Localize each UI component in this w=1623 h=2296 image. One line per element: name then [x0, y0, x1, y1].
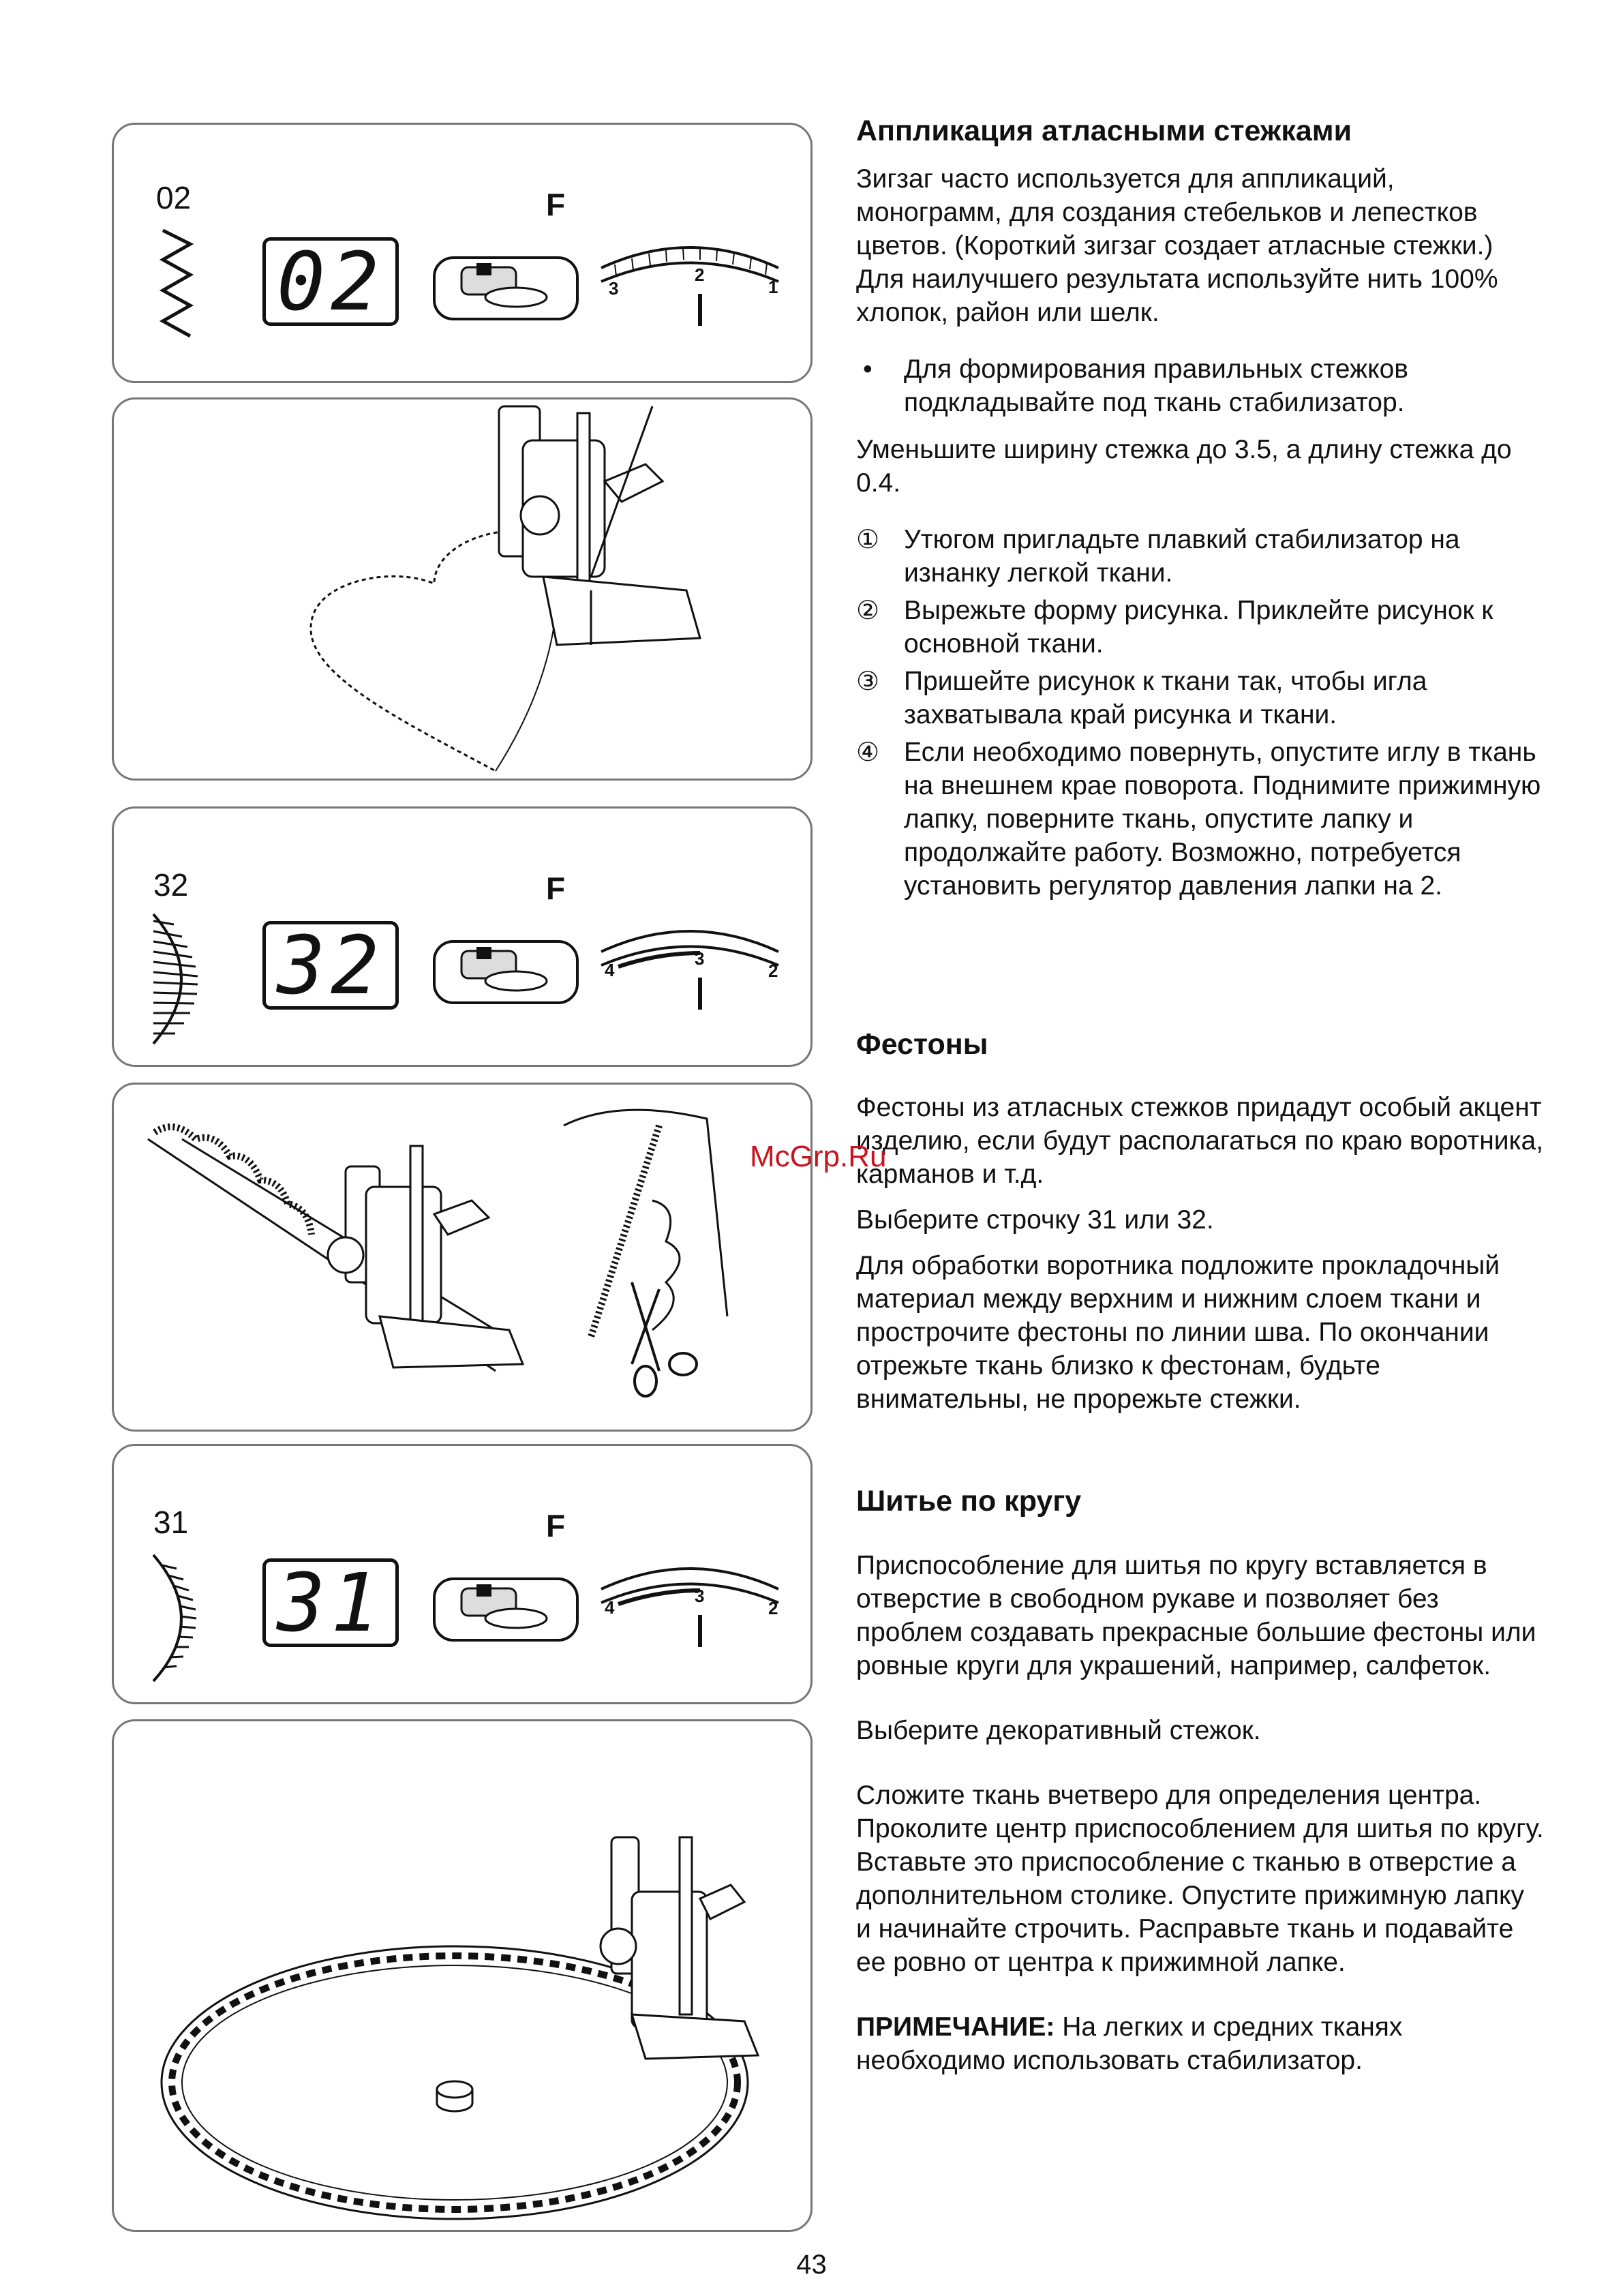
scissors-icon [632, 1282, 697, 1396]
step-number: ③ [856, 666, 880, 696]
paragraph: Выберите декоративный стежок. [856, 1716, 1261, 1745]
step-text: Если необходимо повернуть, опустите иглу в ткань на внешнем крае поворота. Поднимите прижимную лапку, поверните ткань, опустите лапку и продолжайте работу. Возможно, потребуется установить регулятор давления лапки на 2. [904, 738, 1541, 901]
stitch-width-dial [114, 809, 813, 1067]
dial-scale-label: 3 [695, 948, 705, 969]
step-item [856, 736, 1545, 903]
paragraph: Приспособление для шитья по кругу вставляется в отверстие в свободном рукаве и позволяет без проблем создавать прекрасные большие фестоны или ровные круги для украшений, например, салфеток. [856, 1551, 1536, 1680]
stitch-02-settings-panel [112, 123, 813, 383]
dial-scale-label: 2 [768, 1598, 778, 1618]
pattern-display: 32 [262, 921, 399, 1010]
presser-foot-letter: F [546, 187, 566, 222]
step-number: ④ [856, 737, 880, 767]
paragraph: Зигзаг часто используется для аппликаций, монограмм, для создания стебельков и лепестков цветов. (Короткий зигзаг создает атласные стежки.) Для наилучшего результата используйте нить 100% хлопок, район или шелк. [856, 164, 1498, 327]
presser-foot-letter: F [546, 1508, 566, 1543]
heart-satin-edge [311, 530, 557, 771]
collar-scallop-edge [591, 1126, 659, 1337]
note [856, 2010, 1545, 2077]
stitch-width-dial [114, 1446, 813, 1704]
circle-pivot-pin [437, 2081, 472, 2111]
dial-scale-label: 3 [609, 278, 619, 299]
stitch-32-settings-panel [112, 806, 813, 1067]
scallop-collar-illustration [112, 1083, 813, 1432]
pattern-number: 02 [156, 180, 192, 215]
watermark: McGrp.Ru [750, 1140, 887, 1173]
dial-scale-label: 3 [695, 1586, 705, 1606]
dial-scale-label: 4 [605, 1597, 615, 1618]
pattern-display: 31 [262, 1558, 399, 1647]
section-title: Фестоны [856, 1028, 988, 1061]
steps-list [856, 523, 1545, 903]
section-title: Шитье по кругу [856, 1485, 1082, 1517]
applique-section [856, 113, 1545, 903]
paragraph: Фестоны из атласных стежков придадут особый акцент изделию, если будут располагаться по краю воротника, карманов и т.д. [856, 1093, 1544, 1189]
scallops-section [856, 1027, 1545, 1416]
paragraph: Для обработки воротника подложите прокладочный материал между верхним и нижним слоем ткани и прострочите фестоны по линии шва. По окончании отрежьте ткань близко к фестонам, будьте внимательны, не прорежьте стежки. [856, 1251, 1500, 1414]
note-label: ПРИМЕЧАНИЕ: [856, 2012, 1055, 2042]
section-title: Аппликация атласными стежками [856, 115, 1352, 147]
pattern-number: 31 [153, 1505, 189, 1540]
dial-scale-label: 1 [768, 277, 778, 297]
dial-scale-label: 4 [605, 960, 615, 980]
presser-foot-letter: F [546, 871, 566, 906]
step-item [856, 523, 1545, 590]
circular-sewing-illustration [112, 1719, 813, 2232]
paragraph: Уменьшите ширину стежка до 3.5, а длину стежка до 0.4. [856, 435, 1512, 498]
step-item [856, 665, 1545, 731]
heart-applique-illustration [112, 397, 813, 781]
presser-foot-icon [499, 406, 700, 645]
circular-section [856, 1483, 1545, 2077]
presser-foot-icon [601, 1837, 758, 2059]
step-item [856, 594, 1545, 661]
scallop-stitch-row [155, 1127, 312, 1235]
dial-scale-label: 2 [768, 961, 778, 981]
pattern-display: 02 [262, 237, 399, 326]
step-text: Пришейте рисунок к ткани так, чтобы игла захватывала край рисунка и ткани. [904, 667, 1427, 729]
bullet-item: • Для формирования правильных стежков подкладывайте под ткань стабилизатор. [863, 354, 1408, 417]
step-number: ① [856, 524, 880, 554]
stitch-width-dial [114, 125, 813, 383]
note-text: На легких и средних тканях необходимо использовать стабилизатор. [856, 2012, 1403, 2075]
pattern-number: 32 [153, 867, 189, 903]
paragraph: Выберите строчку 31 или 32. [856, 1205, 1214, 1235]
dial-scale-label: 2 [695, 265, 705, 285]
presser-foot-icon [328, 1146, 523, 1368]
step-number: ② [856, 595, 880, 625]
page-number: 43 [796, 2250, 827, 2280]
step-text: Утюгом пригладьте плавкий стабилизатор на изнанку легкой ткани. [904, 525, 1460, 588]
step-text: Вырежьте форму рисунка. Приклейте рисунок к основной ткани. [904, 596, 1493, 659]
stitch-31-settings-panel [112, 1444, 813, 1704]
bullet-text: Для формирования правильных стежков подкладывайте под ткань стабилизатор. [904, 354, 1408, 417]
paragraph: Сложите ткань вчетверо для определения центра. Проколите центр приспособлением для шитья по кругу. Вставьте это приспособление с тканью в отверстие а дополнительном столике. Опустите прижимную лапку и начинайте строчить. Расправьте ткань и подавайте ее ровно от центра к прижимной лапке. [856, 1781, 1544, 1977]
